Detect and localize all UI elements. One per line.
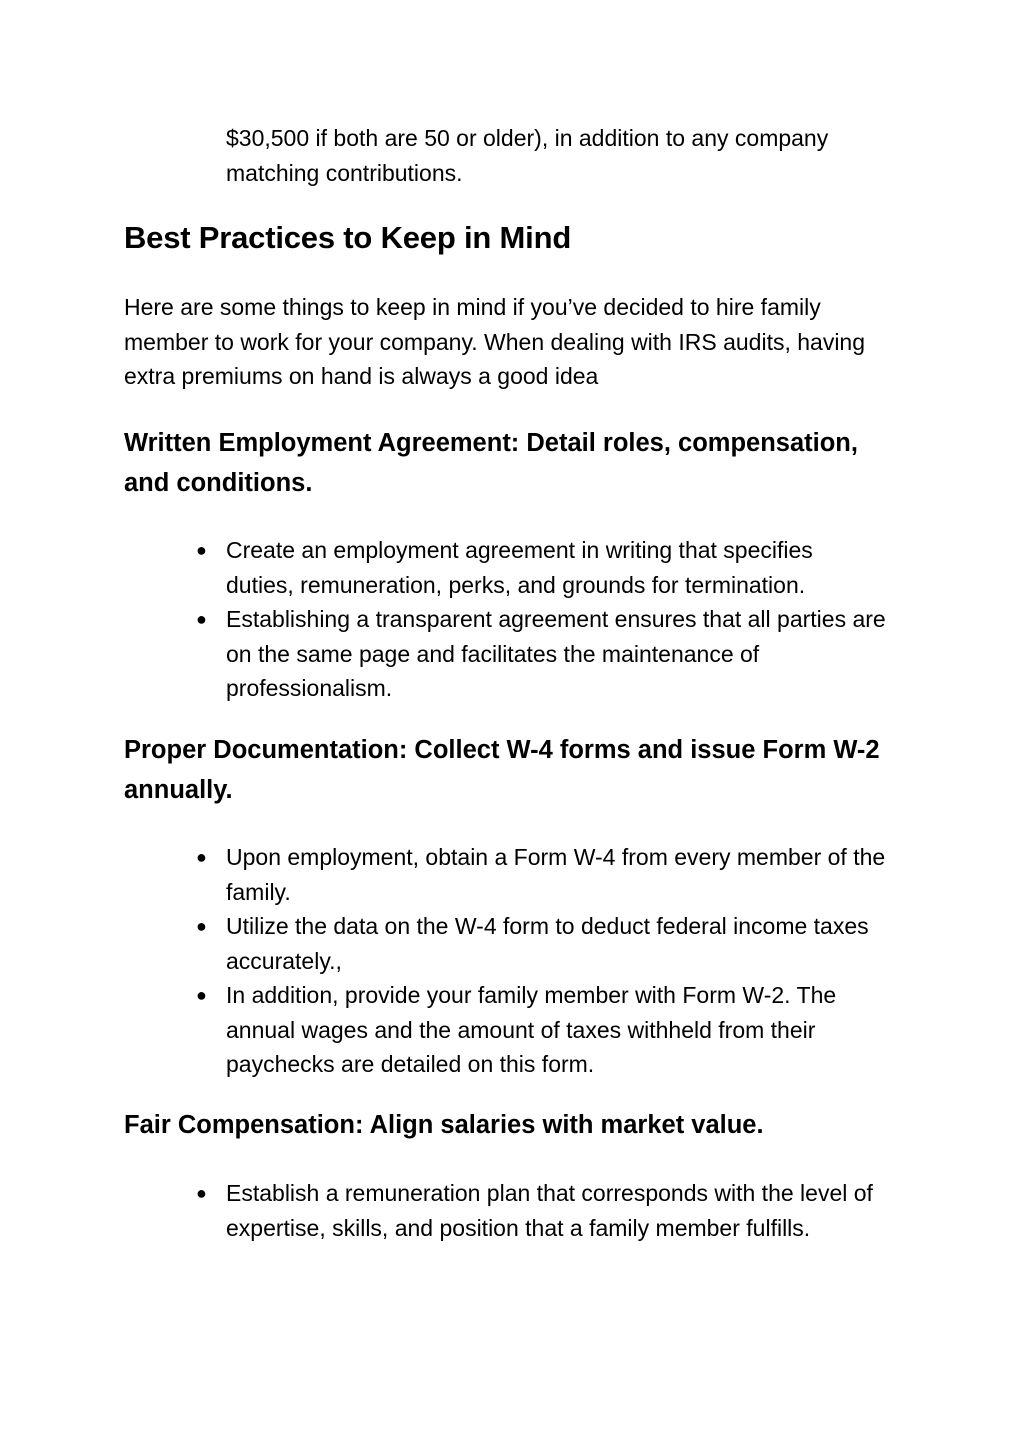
bullet-icon: ● <box>196 609 207 629</box>
continued-list-text: $30,500 if both are 50 or older), in addition to any company matching contributions. <box>226 125 829 186</box>
bullet-icon: ● <box>196 985 207 1005</box>
subsection-heading-written-agreement: Written Employment Agreement: Detail roles, compensation, and conditions. <box>124 429 858 497</box>
bullet-list-written-agreement <box>196 533 886 706</box>
list-item-text: Utilize the data on the W-4 form to deduct federal income taxes accurately., <box>226 913 869 974</box>
list-item-text: Upon employment, obtain a Form W-4 from every member of the family. <box>226 844 886 905</box>
list-item <box>196 909 886 978</box>
bullet-list-proper-documentation <box>196 840 886 1082</box>
subsection-heading-proper-documentation: Proper Documentation: Collect W-4 forms and issue Form W-2 annually. <box>124 736 880 804</box>
section-intro-paragraph: Here are some things to keep in mind if you’ve decided to hire family member to work for your company. When dealing with IRS audits, having extra premiums on hand is always a good idea <box>124 294 866 389</box>
bullet-icon: ● <box>196 916 207 936</box>
bullet-icon: ● <box>196 1183 207 1203</box>
list-item <box>196 602 886 706</box>
bullet-icon: ● <box>196 847 207 867</box>
list-item <box>196 533 886 602</box>
section-heading: Best Practices to Keep in Mind <box>124 220 572 255</box>
list-item-text: Establish a remuneration plan that corresponds with the level of expertise, skills, and position that a family member fulfills. <box>226 1180 873 1241</box>
bullet-icon: ● <box>196 540 207 560</box>
list-item <box>196 978 886 1082</box>
list-item-text: In addition, provide your family member with Form W-2. The annual wages and the amount of taxes withheld from their paychecks are detailed on this form. <box>226 982 837 1077</box>
subsection-heading-fair-compensation: Fair Compensation: Align salaries with market value. <box>124 1111 764 1139</box>
list-item <box>196 840 886 909</box>
list-item-text: Establishing a transparent agreement ensures that all parties are on the same page and facilitates the maintenance of professionalism. <box>226 606 886 701</box>
list-item <box>196 1176 886 1245</box>
bullet-list-fair-compensation <box>196 1176 886 1245</box>
list-item-text: Create an employment agreement in writing that specifies duties, remuneration, perks, and grounds for termination. <box>226 537 813 598</box>
